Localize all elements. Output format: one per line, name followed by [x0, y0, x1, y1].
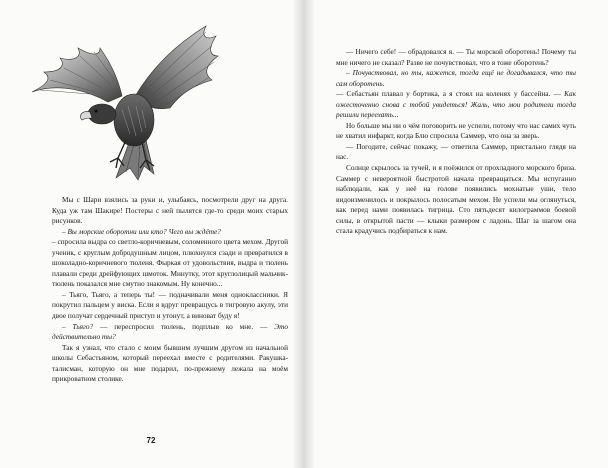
paragraph: – Почувствовал, но ты, кажется, тогда ещё не догадывался, что ты сам оборотень.	[336, 68, 576, 88]
paragraph: Мы с Шари взялись за руки и, улыбаясь, посмотрели друг на друга. Куда уж там Шакире! Постеры с ней пылятся где-то среди моих старых рисунков.	[52, 195, 288, 226]
dialogue-attribution: — Себастьян плавал у бортика, а я стоял на коленях у бассейна. —	[336, 89, 561, 99]
right-page-text	[336, 47, 576, 237]
paragraph: — Погодите, сейчас покажу, — ответила Саммер, пристально глядя на нас.	[336, 141, 576, 162]
paragraph	[336, 89, 576, 121]
dialogue-italic: – Тьяго?	[62, 321, 94, 331]
paragraph	[52, 322, 288, 343]
paragraph: Солнце скрылось за тучей, и я поёжился от прохладного морского бриза. Саммер с невероятной быстротой начала превращаться. Мы испуганно наблюдали, как у неё на голове появились мохнатые уши, тело видоизменилось и покрылось полосатым мехом. Не успели мы оглянуться, как перед нами появилась тигрица. Сто пятьдесят килограммов боевой силы, в открытой пасти — клыки размером с ладонь. Шаг за шагом она стала крадучись подбираться к нам.	[336, 163, 576, 236]
paragraph: Но больше мы ни о чём поговорить не успели, потому что нас самих чуть не хватил инфаркт, когда Блю спросила Саммер, что она за зверь.	[336, 120, 576, 141]
eagle-illustration	[30, 22, 220, 182]
paragraph: – спросила выдра со светло-коричневым, соломенного цвета мехом. Другой ученик, с круглым добродушным лицом, плюхнулся сзади и превратился в шоколадно-коричневого тюленя. Фыркая от удовольствия, выдра и тюлень плавали среди дрейфующих шмоток. Минутку, этот круглолицый мальчик-тюлень показался мне смутно знакомым. Ну конечно...	[52, 237, 288, 289]
dialogue-italic: Это действительно ты?	[52, 321, 288, 342]
paragraph: – Тьяго, Тьяго, а теперь ты! — подначивали меня одноклассники. Я покрутил пальцем у виска. Если я вдруг превращусь в тигровую акулу, эти двое получат сердечный приступ и утонут, а виноват буду я!	[52, 289, 288, 321]
left-page-text	[52, 195, 288, 385]
right-page	[306, 0, 608, 468]
page-number: 72	[146, 436, 156, 445]
left-page	[0, 0, 302, 468]
paragraph: – Вы морские оборотни или кто? Чего вы ждёте?	[62, 226, 221, 236]
dialogue-attribution: — переспросил тюлень, подплыв ко мне. —	[100, 321, 268, 331]
paragraph: — Ничего себе! — обрадовался я. — Ты морской оборотень! Почему ты мне ничего не сказал? Разве не почувствовал, что я тоже оборотень?	[336, 47, 576, 67]
dialogue-italic: Как ожесточенно снова с тобой увидеться! Жаль, что мои родители тогда решили переехать...	[336, 89, 577, 120]
paragraph: Так я узнал, что стало с моим бывшим лучшим другом из начальной школы Себастьяном, который переехал вместе с родителями. Ракушка-талисман, которую он мне подарил, по-прежнему лежала на моём прикроватном столике.	[52, 342, 288, 384]
